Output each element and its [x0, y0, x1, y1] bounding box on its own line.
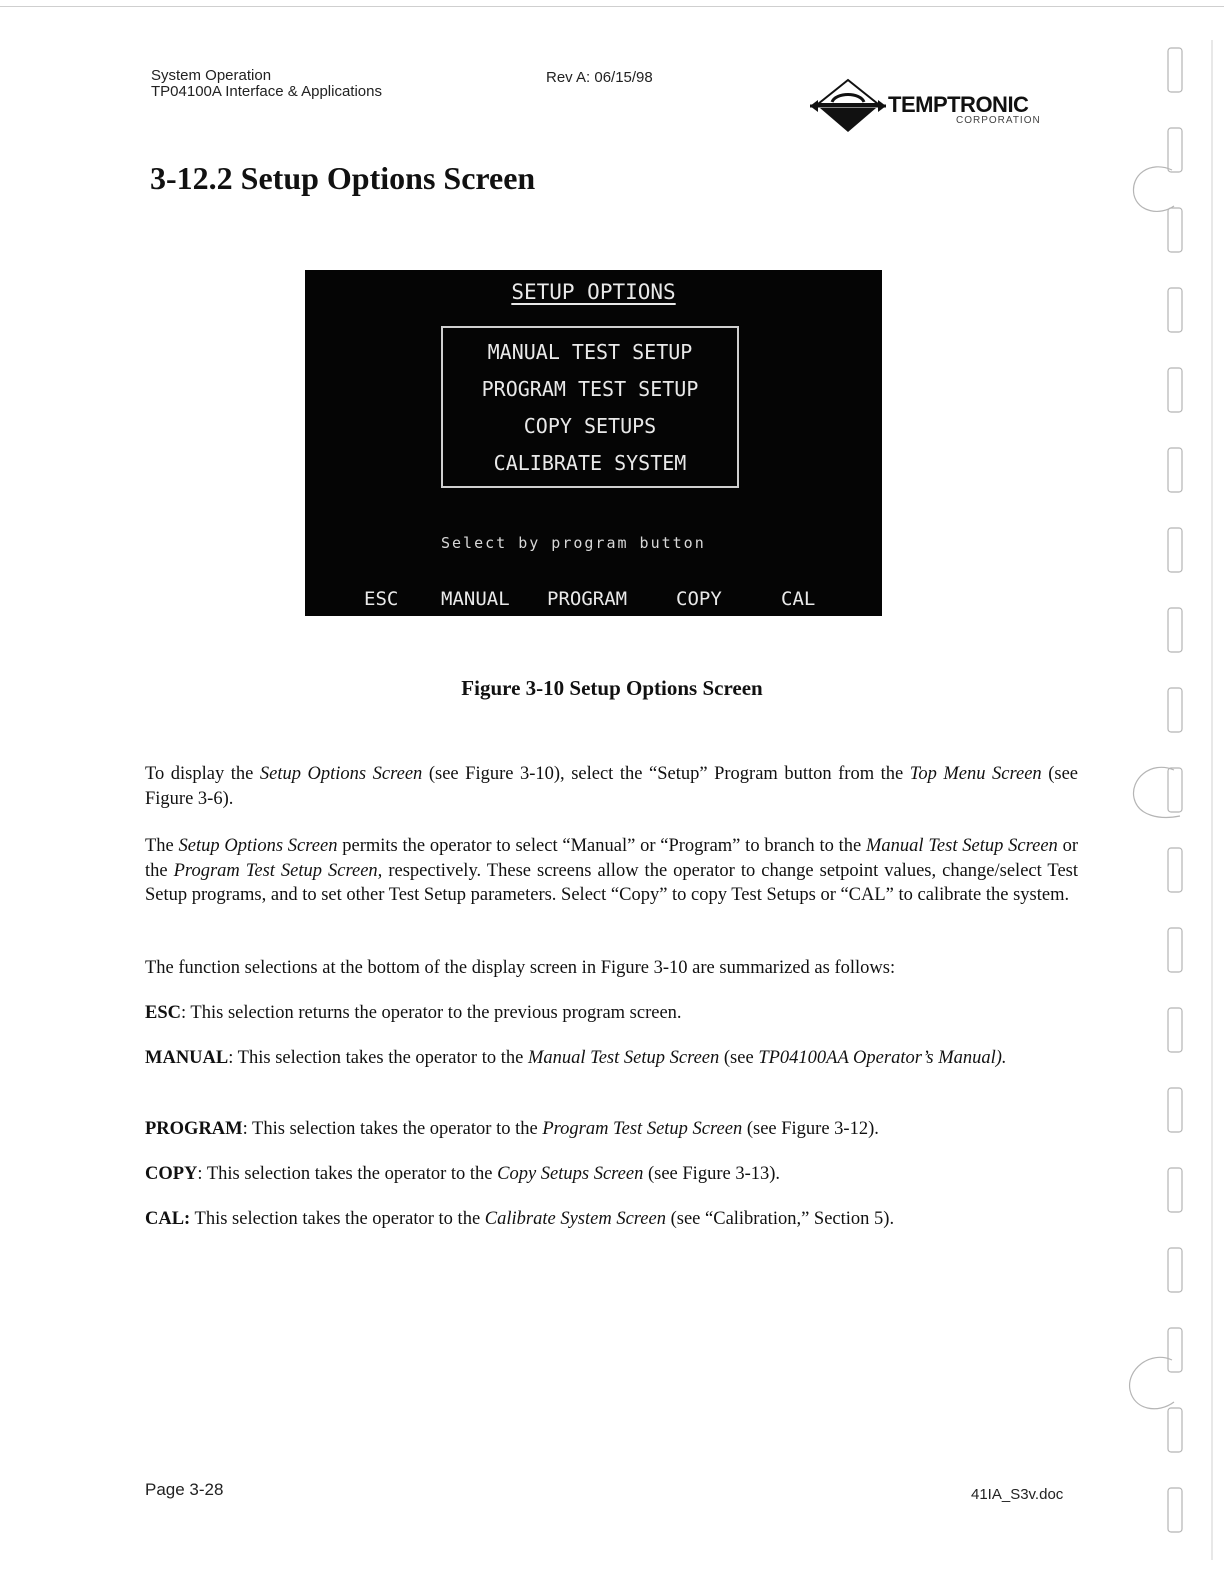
copy-text-b: Copy Setups Screen — [497, 1164, 644, 1184]
cal-label: CAL: — [145, 1209, 191, 1229]
header-line-2: TP04100A Interface & Applications — [151, 83, 382, 100]
fkey-cal[interactable]: CAL — [781, 588, 816, 610]
revision-label: Rev A: 06/15/98 — [546, 69, 653, 86]
logo-subtitle: CORPORATION — [956, 115, 1041, 126]
program-label: PROGRAM — [145, 1119, 243, 1139]
document-header — [151, 68, 382, 100]
section-title: 3-12.2 Setup Options Screen — [150, 160, 536, 196]
paragraph-manual — [145, 1046, 1078, 1071]
p1-text-d: Top Menu Screen — [909, 764, 1042, 784]
paragraph-1 — [145, 762, 1078, 811]
cal-text-a: This selection takes the operator to the — [190, 1209, 485, 1229]
copy-label: COPY — [145, 1164, 198, 1184]
esc-text: : This selection returns the operator to the previous program screen. — [181, 1003, 682, 1023]
paragraph-cal — [145, 1207, 1078, 1232]
p2-text-a: The — [145, 836, 179, 856]
fkey-program[interactable]: PROGRAM — [547, 588, 628, 610]
logo-brand: TEMPTRONIC — [888, 92, 1029, 117]
p2-text-e: or the — [145, 836, 1078, 881]
menu-item-copy[interactable]: COPY SETUPS — [523, 414, 657, 438]
paragraph-3: The function selections at the bottom of the display screen in Figure 3-10 are summarized as follows: — [145, 958, 896, 978]
screen-title: SETUP OPTIONS — [511, 280, 676, 304]
p2-text-b: Setup Options Screen — [178, 836, 338, 856]
p2-text-c: permits the operator to select “Manual” or “Program” to branch to the — [337, 836, 867, 856]
temptronic-logo — [810, 78, 1055, 134]
binder-holes-decoration — [1120, 40, 1224, 1560]
p2-text-f: Program Test Setup Screen, — [173, 860, 383, 881]
program-text-c: (see Figure 3-12). — [742, 1119, 879, 1139]
screen-hint: Select by program button — [441, 534, 706, 552]
esc-label: ESC — [145, 1003, 181, 1023]
paragraph-esc — [145, 1001, 1078, 1026]
paragraph-copy — [145, 1162, 1078, 1187]
paragraph-program — [145, 1117, 1078, 1142]
figure-caption: Figure 3-10 Setup Options Screen — [461, 676, 763, 700]
manual-label: MANUAL — [145, 1048, 229, 1068]
p2-text-d: Manual Test Setup Screen — [866, 836, 1058, 856]
menu-item-manual[interactable]: MANUAL TEST SETUP — [487, 340, 693, 364]
temptronic-logo-icon — [810, 78, 886, 134]
copy-text-a: : This selection takes the operator to the — [197, 1164, 498, 1184]
manual-text-b: Manual Test Setup Screen — [527, 1048, 720, 1068]
program-text-b: Program Test Setup Screen — [542, 1119, 743, 1139]
p1-text-e: (see Figure 3-6). — [145, 764, 1079, 809]
setup-options-screen — [305, 270, 882, 616]
menu-item-calibrate[interactable]: CALIBRATE SYSTEM — [493, 451, 687, 475]
copy-text-c: (see Figure 3-13). — [643, 1164, 781, 1184]
p1-text-a: To display the — [145, 764, 260, 784]
header-line-1: System Operation — [151, 67, 272, 84]
fkey-esc[interactable]: ESC — [364, 588, 399, 610]
p2-text-g: respectively. These screens allow the operator to change setpoint values, change/select Test Setup programs, and to set other Test Setup parameters. Select “Copy” to copy Test Setups or “CAL” to calibrate the system. — [145, 860, 1078, 905]
fkey-copy[interactable]: COPY — [676, 588, 722, 610]
scan-edge-line — [0, 6, 1224, 7]
p1-text-c: (see Figure 3-10), select the “Setup” Program button from the — [422, 764, 910, 784]
cal-text-b: Calibrate System Screen — [484, 1209, 666, 1229]
manual-text-a: : This selection takes the operator to the — [228, 1048, 528, 1068]
cal-text-c: (see “Calibration,” Section 5). — [665, 1209, 895, 1229]
menu-item-program[interactable]: PROGRAM TEST SETUP — [481, 377, 699, 401]
manual-text-d: TP04100AA Operator’s Manual). — [758, 1048, 1007, 1068]
menu-box — [441, 326, 739, 488]
paragraph-2 — [145, 834, 1078, 908]
p1-text-b: Setup Options Screen — [259, 764, 423, 784]
page-number: Page 3-28 — [145, 1480, 224, 1499]
program-text-a: : This selection takes the operator to the — [242, 1119, 543, 1139]
manual-text-c: (see — [719, 1048, 759, 1068]
fkey-manual[interactable]: MANUAL — [441, 588, 510, 610]
file-name: 41IA_S3v.doc — [971, 1486, 1064, 1503]
